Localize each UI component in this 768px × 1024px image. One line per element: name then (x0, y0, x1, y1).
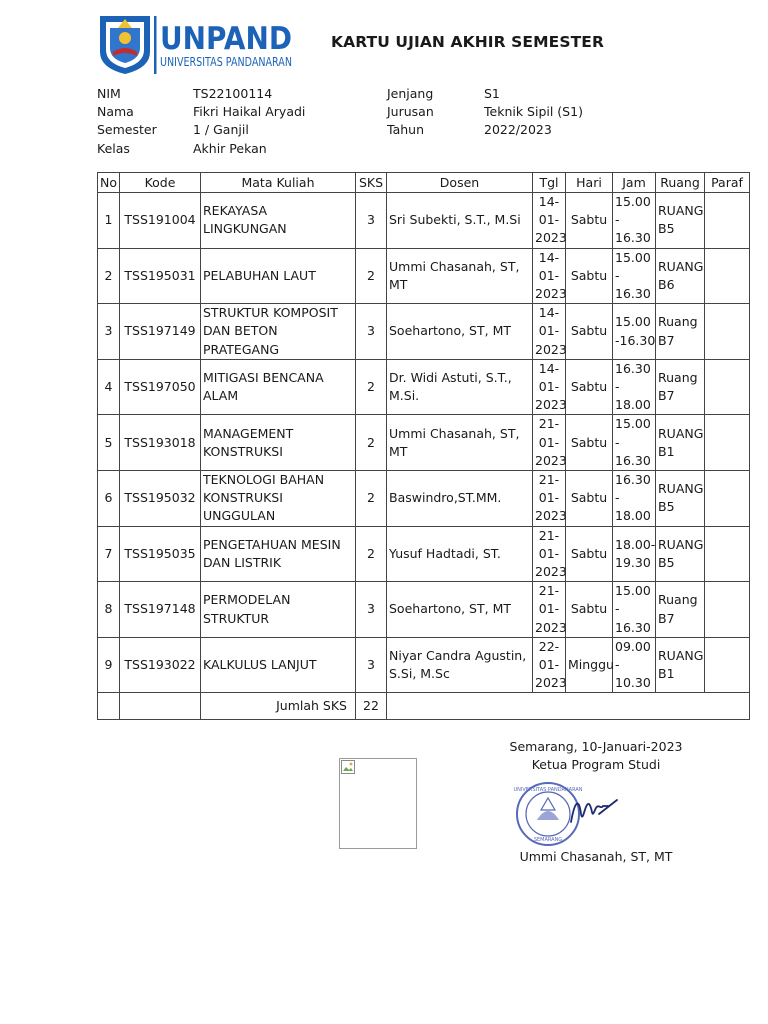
total-row (98, 693, 750, 720)
header-jam: Jam (613, 173, 656, 193)
row-no: 4 (98, 359, 120, 415)
value-kelas: Akhir Pekan (193, 140, 267, 156)
row-paraf (705, 304, 750, 360)
exam-schedule-table (97, 172, 750, 720)
table-row (98, 526, 750, 582)
row-sks: 3 (356, 193, 387, 249)
row-tgl: 14-01-2023 (533, 248, 566, 304)
header-no: No (98, 173, 120, 193)
row-sks: 3 (356, 637, 387, 693)
signature-name: Ummi Chasanah, ST, MT (519, 849, 673, 864)
table-row (98, 471, 750, 527)
row-sks: 2 (356, 359, 387, 415)
row-hari: Minggu (566, 637, 613, 693)
row-no: 5 (98, 415, 120, 471)
row-jam: 15.00 -16.30 (613, 304, 656, 360)
row-paraf (705, 359, 750, 415)
header-dosen: Dosen (387, 173, 533, 193)
signature-role: Ketua Program Studi (531, 757, 661, 772)
row-hari: Sabtu (566, 248, 613, 304)
row-paraf (705, 415, 750, 471)
row-no: 9 (98, 637, 120, 693)
row-mata-kuliah: MANAGEMENT KONSTRUKSI (201, 415, 356, 471)
student-info-values-left (193, 85, 305, 158)
row-mata-kuliah: PERMODELAN STRUKTUR (201, 582, 356, 638)
value-jenjang: S1 (484, 86, 500, 101)
university-logo (98, 14, 298, 76)
row-ruang: RUANG B5 (656, 471, 705, 527)
row-paraf (705, 471, 750, 527)
row-dosen: Dr. Widi Astuti, S.T., M.Si. (387, 359, 533, 415)
row-kode: TSS193022 (120, 637, 201, 693)
row-dosen: Soehartono, ST, MT (387, 304, 533, 360)
row-no: 2 (98, 248, 120, 304)
row-tgl: 21-01-2023 (533, 415, 566, 471)
table-row (98, 582, 750, 638)
row-jam: 16.30 - 18.00 (613, 359, 656, 415)
row-no: 7 (98, 526, 120, 582)
row-mata-kuliah: STRUKTUR KOMPOSIT DAN BETON PRATEGANG (201, 304, 356, 360)
program-stamp-signature (513, 780, 623, 848)
label-nim: NIM (97, 86, 121, 101)
table-header-row (98, 173, 750, 193)
row-no: 3 (98, 304, 120, 360)
student-photo (339, 758, 417, 849)
row-hari: Sabtu (566, 193, 613, 249)
row-ruang: Ruang B7 (656, 582, 705, 638)
row-hari: Sabtu (566, 415, 613, 471)
table-row (98, 248, 750, 304)
row-jam: 15.00 - 16.30 (613, 193, 656, 249)
row-mata-kuliah: KALKULUS LANJUT (201, 637, 356, 693)
row-paraf (705, 582, 750, 638)
row-kode: TSS197149 (120, 304, 201, 360)
table-row (98, 193, 750, 249)
row-jam: 16.30 - 18.00 (613, 471, 656, 527)
signature-place-date: Semarang, 10-Januari-2023 (509, 739, 683, 754)
header-mata-kuliah: Mata Kuliah (201, 173, 356, 193)
row-sks: 2 (356, 471, 387, 527)
row-jam: 15.00 - 16.30 (613, 415, 656, 471)
header-kode: Kode (120, 173, 201, 193)
row-ruang: RUANG B6 (656, 248, 705, 304)
row-tgl: 21-01-2023 (533, 582, 566, 638)
student-info-values-right (484, 85, 583, 140)
value-semester: 1 / Ganjil (193, 122, 249, 138)
row-kode: TSS195035 (120, 526, 201, 582)
row-hari: Sabtu (566, 471, 613, 527)
row-tgl: 21-01-2023 (533, 526, 566, 582)
row-dosen: Yusuf Hadtadi, ST. (387, 526, 533, 582)
label-nama: Nama (97, 104, 134, 120)
table-row (98, 359, 750, 415)
row-kode: TSS197148 (120, 582, 201, 638)
header-sks: SKS (356, 173, 387, 193)
row-paraf (705, 637, 750, 693)
table-row (98, 304, 750, 360)
row-dosen: Soehartono, ST, MT (387, 582, 533, 638)
row-kode: TSS191004 (120, 193, 201, 249)
label-semester: Semester (97, 122, 157, 138)
row-jam: 15.00 - 16.30 (613, 582, 656, 638)
svg-text:UNIVERSITAS PANDANARAN: UNIVERSITAS PANDANARAN (160, 55, 292, 69)
row-sks: 3 (356, 304, 387, 360)
row-hari: Sabtu (566, 304, 613, 360)
row-ruang: Ruang B7 (656, 359, 705, 415)
total-label: Jumlah SKS (201, 693, 356, 720)
row-sks: 2 (356, 415, 387, 471)
svg-text:SEMARANG: SEMARANG (533, 837, 563, 843)
row-paraf (705, 193, 750, 249)
row-mata-kuliah: TEKNOLOGI BAHAN KONSTRUKSI UNGGULAN (201, 471, 356, 527)
value-nama: Fikri Haikal Aryadi (193, 104, 306, 120)
svg-text:UNPAND: UNPAND (160, 21, 292, 57)
row-paraf (705, 526, 750, 582)
row-tgl: 14-01-2023 (533, 304, 566, 360)
row-jam: 18.00-19.30 (613, 526, 656, 582)
student-info-labels-left (97, 85, 157, 158)
row-sks: 3 (356, 582, 387, 638)
row-mata-kuliah: REKAYASA LINGKUNGAN (201, 193, 356, 249)
label-kelas: Kelas (97, 140, 130, 156)
row-jam: 15.00 - 16.30 (613, 248, 656, 304)
row-kode: TSS193018 (120, 415, 201, 471)
row-hari: Sabtu (566, 359, 613, 415)
row-ruang: RUANG B1 (656, 637, 705, 693)
broken-image-icon (341, 760, 355, 774)
page-title: KARTU UJIAN AKHIR SEMESTER (331, 33, 604, 51)
row-kode: TSS195032 (120, 471, 201, 527)
label-jenjang: Jenjang (387, 86, 434, 101)
row-sks: 2 (356, 526, 387, 582)
label-jurusan: Jurusan (387, 104, 434, 120)
row-tgl: 22-01-2023 (533, 637, 566, 693)
row-jam: 09.00 - 10.30 (613, 637, 656, 693)
row-ruang: Ruang B7 (656, 304, 705, 360)
row-dosen: Ummi Chasanah, ST, MT (387, 415, 533, 471)
row-dosen: Sri Subekti, S.T., M.Si (387, 193, 533, 249)
table-row (98, 637, 750, 693)
row-dosen: Ummi Chasanah, ST, MT (387, 248, 533, 304)
header-paraf: Paraf (705, 173, 750, 193)
svg-text:UNIVERSITAS PANDANARAN: UNIVERSITAS PANDANARAN (513, 787, 583, 793)
table-row (98, 415, 750, 471)
value-jurusan: Teknik Sipil (S1) (484, 104, 583, 120)
row-no: 8 (98, 582, 120, 638)
row-mata-kuliah: PENGETAHUAN MESIN DAN LISTRIK (201, 526, 356, 582)
shield-emblem-icon (100, 16, 150, 74)
row-tgl: 21-01-2023 (533, 471, 566, 527)
row-hari: Sabtu (566, 526, 613, 582)
row-sks: 2 (356, 248, 387, 304)
row-no: 6 (98, 471, 120, 527)
row-mata-kuliah: PELABUHAN LAUT (201, 248, 356, 304)
row-kode: TSS195031 (120, 248, 201, 304)
row-kode: TSS197050 (120, 359, 201, 415)
row-tgl: 14-01-2023 (533, 359, 566, 415)
row-hari: Sabtu (566, 582, 613, 638)
row-ruang: RUANG B5 (656, 193, 705, 249)
student-info-labels-right (387, 85, 434, 140)
header-tgl: Tgl (533, 173, 566, 193)
row-dosen: Baswindro,ST.MM. (387, 471, 533, 527)
row-mata-kuliah: MITIGASI BENCANA ALAM (201, 359, 356, 415)
row-no: 1 (98, 193, 120, 249)
row-dosen: Niyar Candra Agustin, S.Si, M.Sc (387, 637, 533, 693)
header-hari: Hari (566, 173, 613, 193)
header-ruang: Ruang (656, 173, 705, 193)
row-paraf (705, 248, 750, 304)
value-tahun: 2022/2023 (484, 122, 552, 138)
value-nim: TS22100114 (193, 86, 273, 101)
label-tahun: Tahun (387, 122, 424, 138)
row-tgl: 14-01-2023 (533, 193, 566, 249)
total-sks: 22 (356, 693, 387, 720)
row-ruang: RUANG B5 (656, 526, 705, 582)
row-ruang: RUANG B1 (656, 415, 705, 471)
